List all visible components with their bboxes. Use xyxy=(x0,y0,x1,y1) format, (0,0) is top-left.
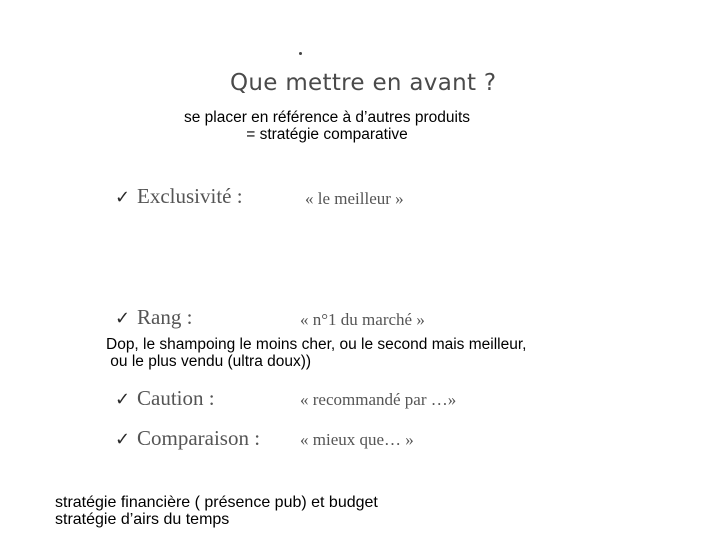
bottom-note-trends: stratégie d’airs du temps xyxy=(55,511,230,528)
bottom-note-financial: stratégie financière ( présence pub) et budget xyxy=(55,494,378,511)
criterion-quote: « n°1 du marché » xyxy=(300,310,425,329)
criterion-comparaison xyxy=(115,426,260,451)
example-note-line1: Dop, le shampoing le moins cher, ou le second mais meilleur, xyxy=(106,336,527,353)
slide-title: Que mettre en avant ? xyxy=(230,70,497,96)
comparative-note-line2: = stratégie comparative xyxy=(246,126,408,143)
criterion-label: Comparaison : xyxy=(137,426,261,450)
criterion-label: Exclusivité : xyxy=(137,184,243,208)
decorative-dot xyxy=(299,52,302,55)
bottom-notes xyxy=(55,494,378,528)
example-note-line2: ou le plus vendu (ultra doux)) xyxy=(106,353,312,370)
comparative-note-line1: se placer en référence à d’autres produits xyxy=(183,109,471,126)
criterion-label: Caution : xyxy=(137,386,215,410)
criterion-caution xyxy=(115,386,215,411)
criterion-rang xyxy=(115,305,192,330)
checkmark-icon: ✓ xyxy=(115,187,131,208)
criterion-quote: « le meilleur » xyxy=(305,189,404,208)
criterion-exclusivite xyxy=(115,184,243,209)
comparative-note xyxy=(148,109,506,143)
criterion-quote: « mieux que… » xyxy=(300,430,414,449)
checkmark-icon: ✓ xyxy=(115,429,131,450)
example-note xyxy=(106,336,526,370)
criterion-label: Rang : xyxy=(137,305,193,329)
criterion-quote: « recommandé par …» xyxy=(300,390,457,409)
checkmark-icon: ✓ xyxy=(115,308,131,329)
checkmark-icon: ✓ xyxy=(115,389,131,410)
